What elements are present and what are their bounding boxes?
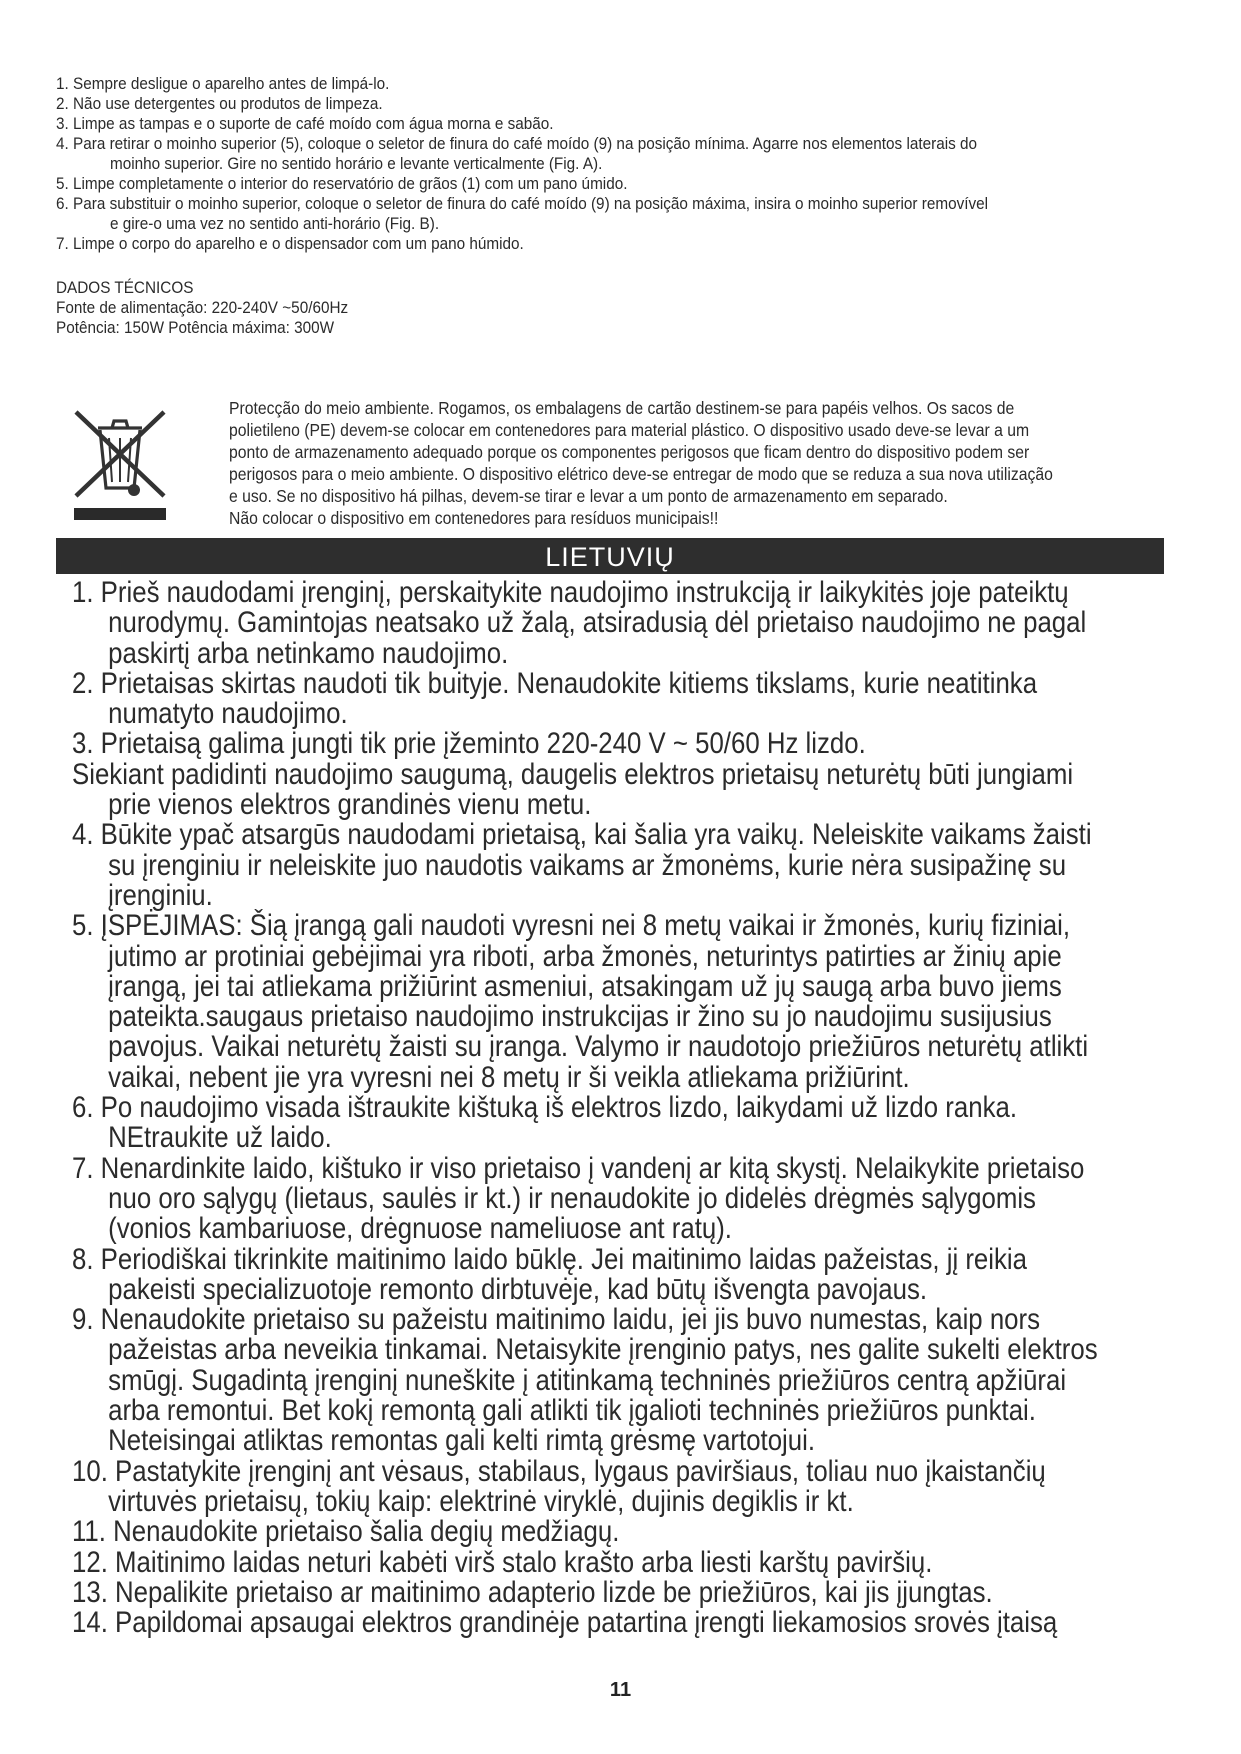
list-item: 8. Periodiškai tikrinkite maitinimo laido būklę. Jei maitinimo laidas pažeistas, jį reikia pakeisti specializuotoje remonto dirbtuvėje, kad būtų išvengta pavojaus. — [72, 1242, 1028, 1306]
safety-instructions-list — [72, 578, 1182, 1638]
list-item: 7. Limpe o corpo do aparelho e o dispensador com um pano húmido. — [56, 234, 524, 253]
list-item: 10. Pastatykite įrenginį ant vėsaus, stabilaus, lygaus paviršiaus, toliau nuo įkaistančių virtuvės prietaisų, tokių kaip: elektrinė viryklė, dujinis degiklis ir kt. — [72, 1454, 1046, 1518]
list-item: 2. Prietaisas skirtas naudoti tik buityje. Nenaudokite kitiems tikslams, kurie neatitinka numatyto naudojimo. — [72, 666, 1038, 731]
list-item: 14. Papildomai apsaugai elektros grandinėje patartina įrengti liekamosios srovės įtaisą — [72, 1606, 1058, 1640]
list-item: 7. Nenardinkite laido, kištuko ir viso prietaiso į vandenį ar kitą skystį. Nelaikykite prietaiso nuo oro sąlygų (lietaus, saulės ir kt.) ir nenaudokite jo didelės drėgmės sąlygomis (vonios kambariuose, drėgnuose nameliuose ant ratų). — [72, 1151, 1085, 1246]
power-text: Potência: 150W Potência máxima: 300W — [56, 318, 335, 337]
list-item: 5. ĮSPĖJIMAS: Šią įrangą gali naudoti vyresni nei 8 metų vaikai ir žmonės, kurių fiziniai, jutimo ar protiniai gebėjimai yra riboti, arba žmonės, neturintys patirties ar žinių apie įrangą, jei tai atliekama prižiūrint asmeniui, atsakingam už jų saugą arba buvo jiems pateikta.saugaus prietaiso naudojimo instrukcijas ir žino su jo naudojimu susijusius pavojus. Vaikai neturėtų žaisti su įranga. Valymo ir naudotojo priežiūros neturėtų atlikti vaikai, nebent jie yra vyresni nei 8 metų ir ši veikla atliekama prižiūrint. — [72, 909, 1089, 1094]
list-item: 6. Po naudojimo visada ištraukite kištuką iš elektros lizdo, laikydami už lizdo ranka. NEtraukite už laido. — [72, 1091, 1018, 1155]
technical-data — [56, 278, 381, 338]
list-item: 1. Sempre desligue o aparelho antes de limpá-lo. — [56, 74, 390, 93]
technical-data-heading: DADOS TÉCNICOS — [56, 278, 194, 297]
crossed-out-wheelie-bin-icon — [72, 404, 168, 524]
list-item: 12. Maitinimo laidas neturi kabėti virš stalo krašto arba liesti karštų paviršių. — [72, 1545, 933, 1579]
list-item: 9. Nenaudokite prietaiso su pažeistu maitinimo laidu, jei jis buvo numestas, kaip nors pažeistas arba neveikia tinkamai. Netaisykite įrenginio patys, nes galite sukelti elektros smūgį. Sugadintą įrenginį nuneškite į atitinkamą techninės priežiūros centrą apžiūrai arba remontui. Bet kokį remontą gali atlikti tik įgalioti techninės priežiūros punktai. Neteisingai atliktas remontas gali kelti rimtą grėsmę vartotojui. — [72, 1303, 1098, 1458]
list-item: 6. Para substituir o moinho superior, coloque o seletor de finura do café moído (9) na posição máxima, insira o moinho superior removível e gire-o uma vez no sentido anti-horário (Fig. B). — [56, 194, 989, 233]
environment-notice: Protecção do meio ambiente. Rogamos, os embalagens de cartão destinem-se para papéis velhos. Os sacos de polietileno (PE) devem-se colocar em contenedores para material plástico. O dispositivo usado deve-se levar a um ponto de armazenamento adequado porque os componentes perigosos que ficam dentro do dispositivo podem ser perigosos para o meio ambiente. O dispositivo elétrico deve-se entregar de modo que se reduza a sua nova utilização e uso. Se no dispositivo há pilhas, devem-se tirar e levar a um ponto de armazenamento em separado. Não colocar o dispositivo em contenedores para resíduos municipais!! — [229, 398, 1053, 528]
power-supply-text: Fonte de alimentação: 220-240V ~50/60Hz — [56, 298, 349, 317]
list-item: 4. Būkite ypač atsargūs naudodami prietaisą, kai šalia yra vaikų. Neleiskite vaikams žaisti su įrenginiu ir neleiskite juo naudotis vaikams ar žmonėms, kurie nėra susipažinę su įrenginiu. — [72, 818, 1092, 912]
page-number: 11 — [609, 1679, 632, 1701]
list-item: 11. Nenaudokite prietaiso šalia degių medžiagų. — [72, 1515, 620, 1549]
list-item: Siekiant padidinti naudojimo saugumą, daugelis elektros prietaisų neturėtų būti jungiami prie vienos elektros grandinės vienu metu. — [72, 757, 1074, 822]
list-item: 1. Prieš naudodami įrenginį, perskaitykite naudojimo instrukciją ir laikykitės joje pateiktų nurodymų. Gamintojas neatsako už žalą, atsiradusią dėl prietaiso naudojimo ne pagal paskirtį arba netinkamo naudojimo. — [72, 576, 1087, 670]
cleaning-instructions-list — [56, 74, 1196, 254]
list-item: 13. Nepalikite prietaiso ar maitinimo adapterio lizde be priežiūros, kai jis įjungtas. — [72, 1575, 993, 1609]
list-item: 5. Limpe completamente o interior do reservatório de grãos (1) com um pano úmido. — [56, 174, 628, 193]
list-item: 2. Não use detergentes ou produtos de limpeza. — [56, 94, 383, 113]
list-item: 3. Prietaisą galima jungti tik prie įžeminto 220-240 V ~ 50/60 Hz lizdo. — [72, 727, 866, 761]
list-item: 3. Limpe as tampas e o suporte de café moído com água morna e sabão. — [56, 114, 554, 133]
list-item: 4. Para retirar o moinho superior (5), coloque o seletor de finura do café moído (9) na posição mínima. Agarre nos elementos laterais do moinho superior. Gire no sentido horário e levante verticalmente (Fig. A). — [56, 134, 978, 173]
language-section-header: LIETUVIŲ — [56, 538, 1164, 574]
